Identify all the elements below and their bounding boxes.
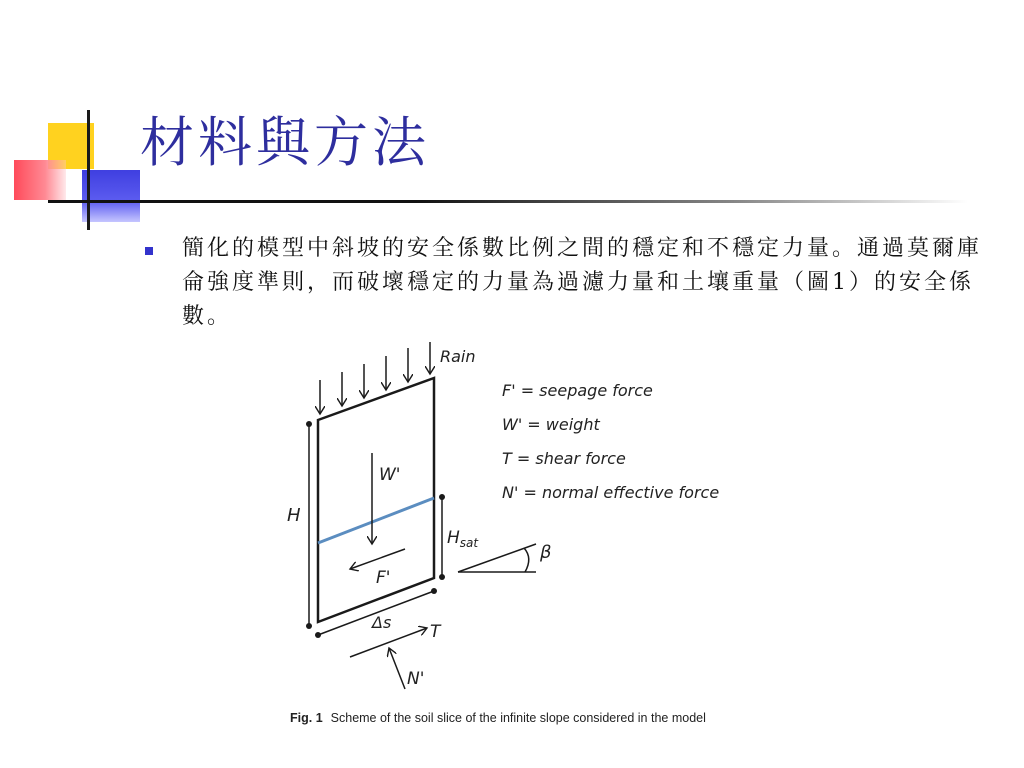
weight-label: W': [379, 465, 401, 485]
h-dimension-end-top: [306, 421, 312, 427]
hsat-dimension-end-bottom: [439, 574, 445, 580]
shear-arrow: [350, 628, 427, 657]
delta-s-end-left: [315, 632, 321, 638]
legend-item: N' = normal effective force: [502, 483, 720, 502]
rain-label: Rain: [440, 347, 476, 366]
seepage-arrow: [350, 549, 405, 569]
bullet-text: 簡化的模型中斜坡的安全係數比例之間的穩定和不穩定力量。通過莫爾庫侖強度準則，而破壞穩定的力量為過濾力量和土壤重量（圖1）的安全係數。: [182, 236, 983, 329]
delta-s-end-right: [431, 588, 437, 594]
legend-item: T = shear force: [502, 449, 626, 468]
page-title: 材料與方法: [140, 111, 430, 174]
water-table-line: [318, 498, 434, 543]
figure-legend: [502, 381, 719, 502]
hsat-label-main: H: [447, 528, 460, 548]
seepage-label: F': [376, 568, 391, 588]
h-dimension-end-bottom: [306, 623, 312, 629]
shear-label: T: [430, 622, 441, 642]
legend-item: W' = weight: [502, 415, 600, 434]
figure-caption-number: Fig. 1: [290, 711, 323, 725]
figure-caption: [290, 711, 706, 725]
h-label: H: [287, 505, 301, 526]
rain-arrows: [320, 342, 430, 414]
hsat-label-sub: sat: [459, 536, 479, 550]
legend-item: F' = seepage force: [502, 381, 653, 400]
figure-caption-text: Scheme of the soil slice of the infinite slope considered in the model: [330, 711, 706, 725]
hsat-dimension-end-top: [439, 494, 445, 500]
beta-label: β: [540, 542, 552, 563]
delta-s-label: Δs: [372, 613, 392, 632]
normal-label: N': [407, 669, 425, 689]
hsat-label: [447, 528, 479, 550]
normal-arrow: [389, 648, 405, 689]
